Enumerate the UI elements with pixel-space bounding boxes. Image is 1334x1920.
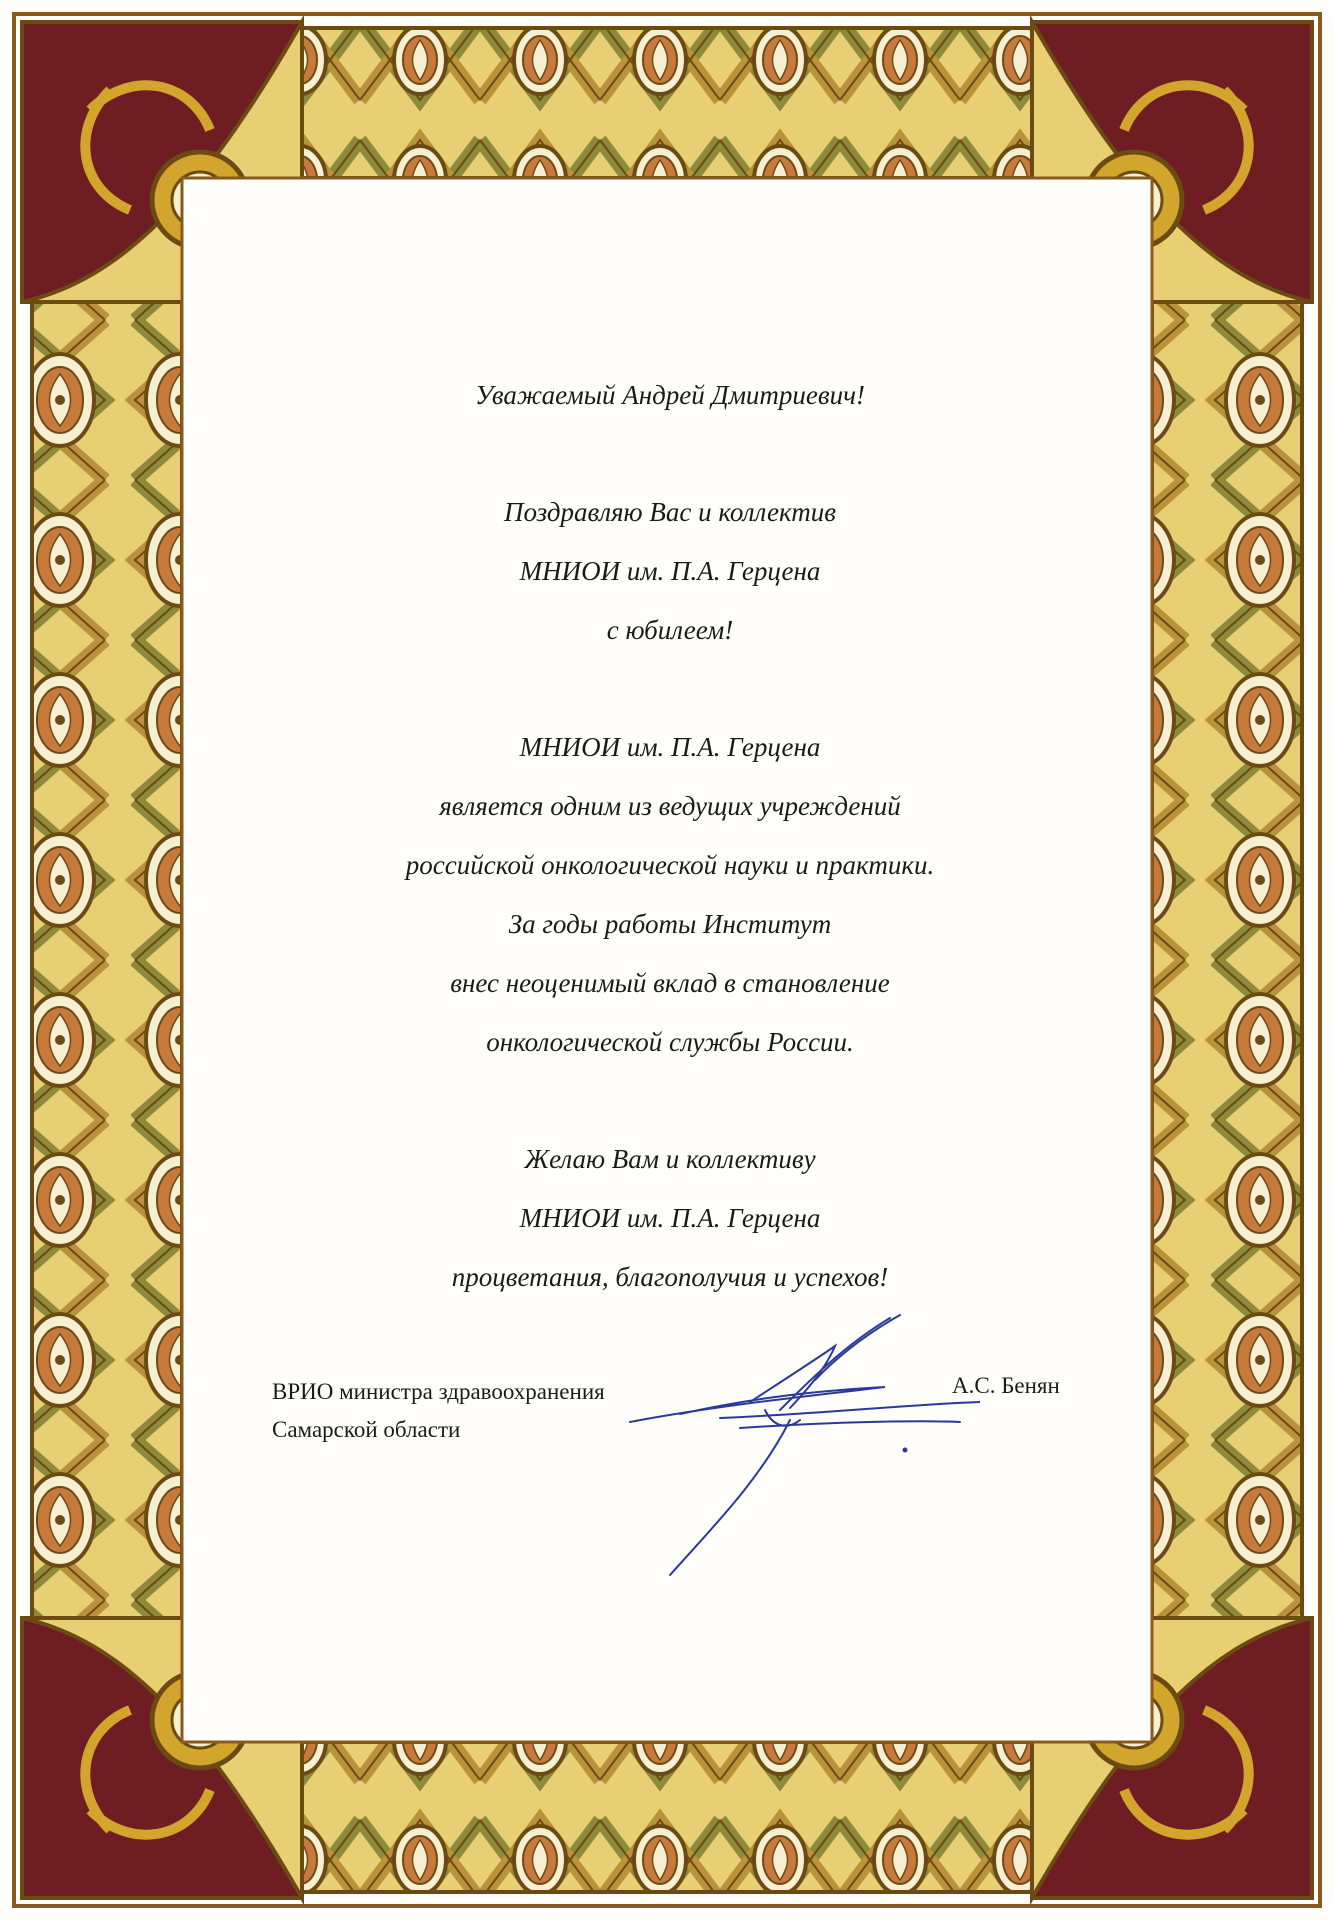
about-line: внес неоценимый вклад в становление bbox=[450, 968, 890, 998]
about-line: российской онкологической науки и практики. bbox=[405, 850, 935, 880]
about-line: является одним из ведущих учреждений bbox=[439, 791, 901, 821]
handwritten-signature bbox=[600, 1310, 980, 1590]
signatory-position bbox=[272, 1373, 605, 1449]
about-line: онкологической службы России. bbox=[486, 1027, 854, 1057]
congrats-line: с юбилеем! bbox=[606, 615, 734, 645]
wishes-line: Желаю Вам и коллективу bbox=[524, 1144, 816, 1174]
wishes-line: процветания, благополучия и успехов! bbox=[451, 1262, 889, 1292]
signatory-position-line2: Самарской области bbox=[272, 1417, 461, 1442]
congrats-line: МНИОИ им. П.А. Герцена bbox=[519, 556, 821, 586]
about-line: За годы работы Институт bbox=[508, 909, 832, 939]
greeting-line: Уважаемый Андрей Дмитриевич! bbox=[474, 380, 866, 410]
letter-body bbox=[190, 330, 1150, 1307]
wishes-line: МНИОИ им. П.А. Герцена bbox=[519, 1203, 821, 1233]
signatory-name: А.С. Бенян bbox=[952, 1373, 1060, 1398]
about-line: МНИОИ им. П.А. Герцена bbox=[519, 732, 821, 762]
congrats-line: Поздравляю Вас и коллектив bbox=[504, 497, 836, 527]
signatory-position-line1: ВРИО министра здравоохранения bbox=[272, 1379, 605, 1404]
